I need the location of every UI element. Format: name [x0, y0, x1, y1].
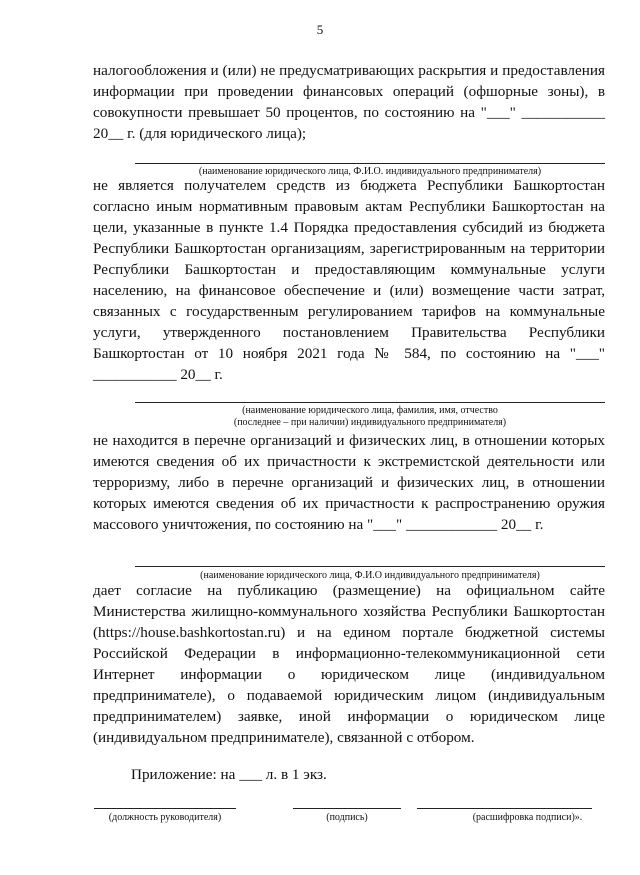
signature-line — [293, 808, 401, 809]
name-line-1 — [135, 163, 605, 164]
name-line-3 — [135, 566, 605, 567]
page-number: 5 — [316, 22, 324, 37]
position-line — [94, 808, 236, 809]
attachment-note: Приложение: на ___ л. в 1 экз. — [131, 766, 327, 783]
caption-name-1: (наименование юридического лица, Ф.И.О. индивидуального предпринимателя) — [198, 166, 542, 177]
paragraph-not-budget-recipient: не является получателем средств из бюджета Республики Башкортостан согласно иным нормативным правовым актам Республики Башкортостан на цели, указанные в пункте 1.4 Порядка предоставления субсидий из бюджета Республики Башкортостан организациям, зарегистрированным на территории Республики Башкортостан и предоставляющим коммунальные услуги населению, на финансовое обеспечение и (или) возмещение части затрат, связанных с государственным регулированием тарифов на коммунальные услуги, утвержденного постановлением Правительства Республики Башкортостан от 10 ноября 2021 года № 584, по состоянию на "___" ___________ 20__ г. — [93, 177, 605, 383]
signature-label: (подпись) — [326, 812, 368, 823]
decoding-line — [417, 808, 592, 809]
paragraph-offshore-share: налогообложения и (или) не предусматривающих раскрытия и предоставления информации при проведении финансовых операций (офшорные зоны), в совокупности превышает 50 процентов, по состоянию на "___" ___________ 20__ г. (для юридического лица); — [93, 62, 605, 142]
caption-name-3: (наименование юридического лица, Ф.И.О индивидуального предпринимателя) — [200, 570, 540, 581]
name-line-2 — [135, 402, 605, 403]
paragraph-not-in-terror-list: не находится в перечне организаций и физических лиц, в отношении которых имеются сведения об их причастности к экстремистской деятельности или терроризму, либо в перечне организаций и физических лиц, в отношении которых имеются сведения об их причастности к распространению оружия массового уничтожения, по состоянию на "___" ____________ 20__ г. — [93, 432, 605, 533]
caption-name-2a: (наименование юридического лица, фамилия, имя, отчество — [242, 405, 498, 416]
caption-name-2b: (последнее – при наличии) индивидуального предпринимателя) — [233, 417, 507, 428]
paragraph-publication-consent: дает согласие на публикацию (размещение) на официальном сайте Министерства жилищно-коммунального хозяйства Республики Башкортостан (https://house.bashkortostan.ru) и на едином портале бюджетной системы Российской Федерации в информационно-телекоммуникационной сети Интернет информации о юридическом лице (индивидуальном предпринимателе), о подаваемой юридическим лицом (индивидуальным предпринимателем) заявке, иной информации о юридическом лице (индивидуальном предпринимателе), связанной с отбором. — [93, 582, 605, 746]
decoding-label: (расшифровка подписи)». — [472, 812, 583, 823]
position-label: (должность руководителя) — [108, 812, 222, 823]
